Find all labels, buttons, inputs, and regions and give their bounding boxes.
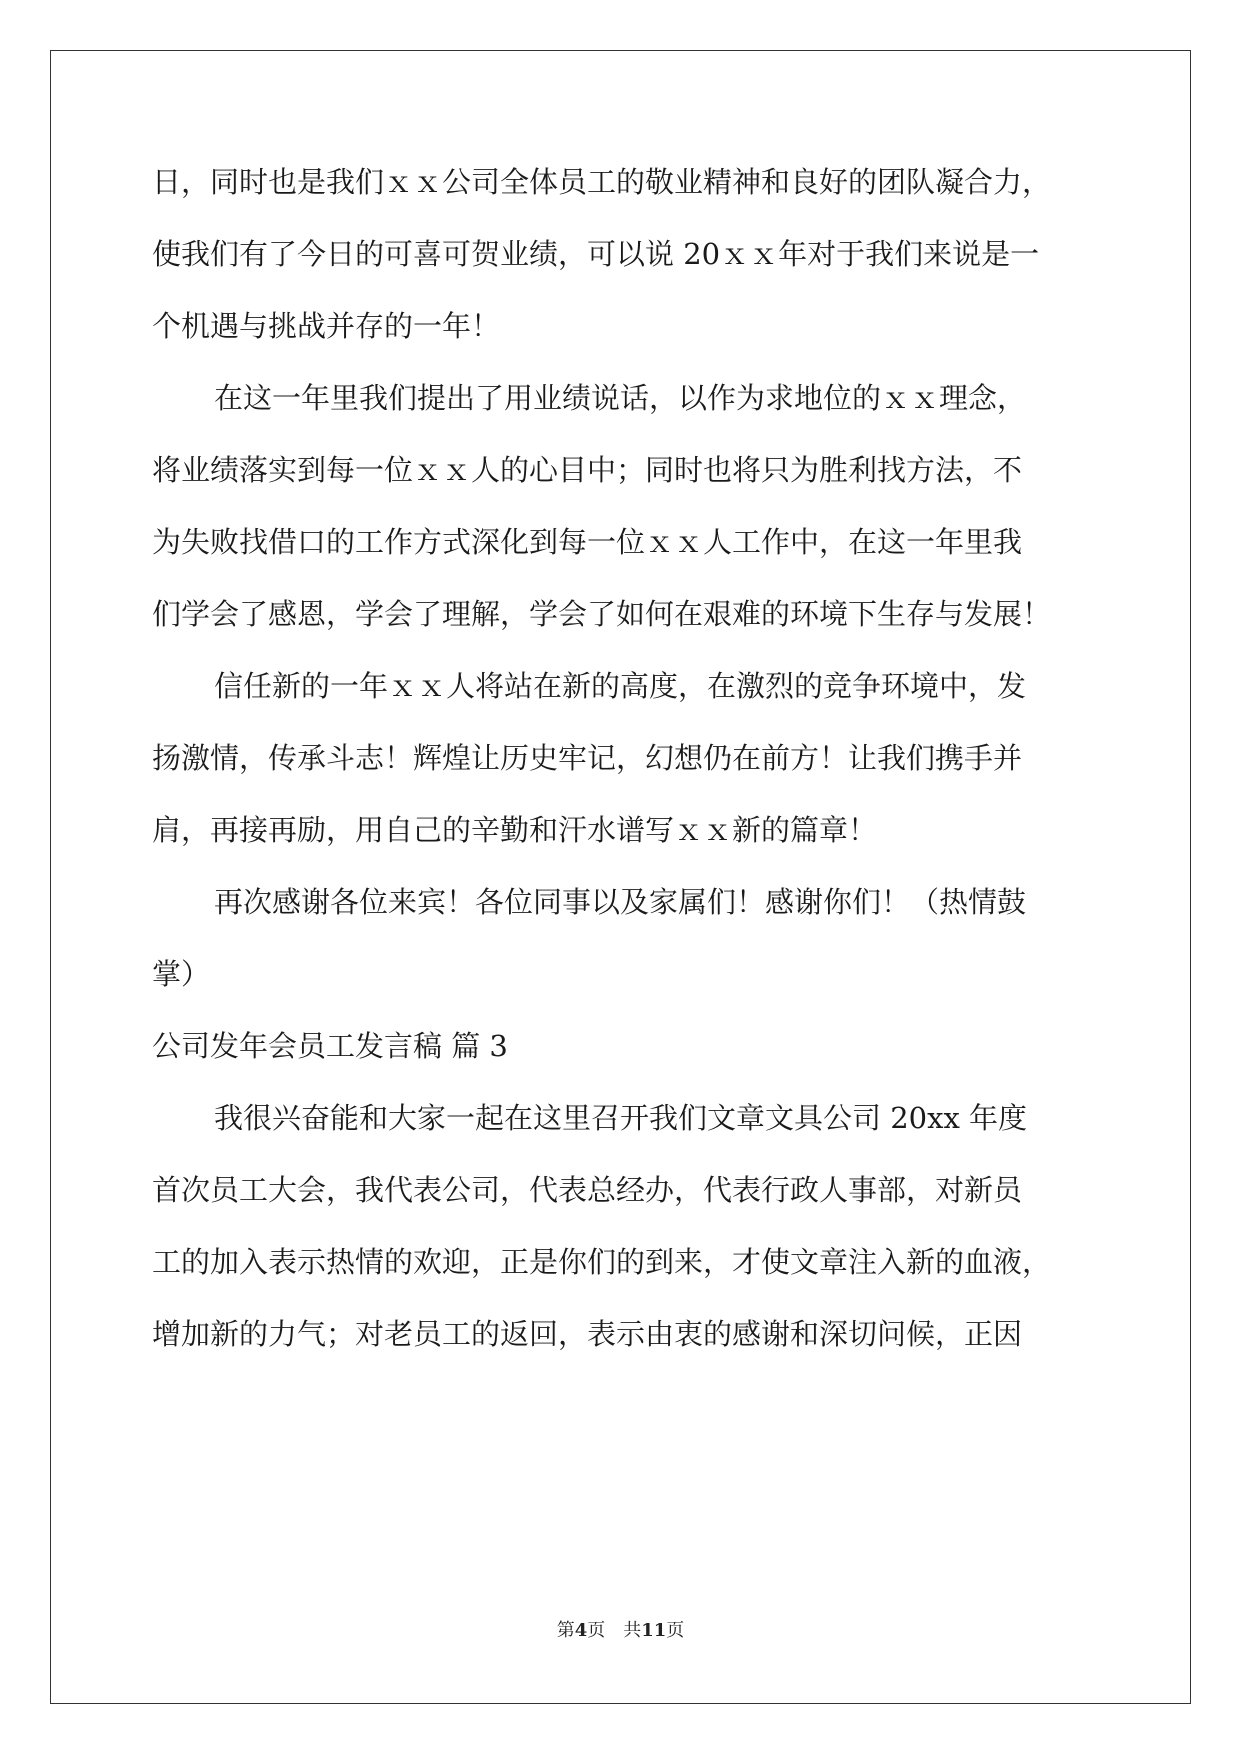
page-footer	[0, 1620, 1241, 1642]
paragraph-start-line: 信任新的一年ｘｘ人将站在新的高度，在激烈的竞争环境中，发	[214, 669, 1027, 703]
paragraph-start-line: 再次感谢各位来宾！各位同事以及家属们！感谢你们！（热情鼓	[214, 885, 1027, 919]
paragraph-start-line: 在这一年里我们提出了用业绩说话，以作为求地位的ｘｘ理念，	[214, 381, 1027, 415]
text-line: 们学会了感恩，学会了理解，学会了如何在艰难的环境下生存与发展！	[152, 597, 1052, 631]
total-suffix: 页	[666, 1620, 685, 1641]
section-heading: 公司发年会员工发言稿 篇 3	[152, 1029, 508, 1063]
text-line: 为失败找借口的工作方式深化到每一位ｘｘ人工作中，在这一年里我	[152, 525, 1023, 559]
text-line: 个机遇与挑战并存的一年！	[152, 309, 501, 343]
total-pages-number: 11	[641, 1620, 667, 1641]
text-line: 扬激情，传承斗志！辉煌让历史牢记，幻想仍在前方！让我们携手并	[152, 741, 1023, 775]
text-line: 工的加入表示热情的欢迎，正是你们的到来，才使文章注入新的血液，	[152, 1245, 1052, 1279]
page-suffix: 页	[587, 1620, 606, 1641]
text-line: 将业绩落实到每一位ｘｘ人的心目中；同时也将只为胜利找方法，不	[152, 453, 1023, 487]
page-frame	[50, 50, 1191, 1704]
text-line: 增加新的力气；对老员工的返回，表示由衷的感谢和深切问候，正因	[152, 1317, 1023, 1351]
text-line: 首次员工大会，我代表公司，代表总经办，代表行政人事部，对新员	[152, 1173, 1023, 1207]
text-line: 使我们有了今日的可喜可贺业绩，可以说 20ｘｘ年对于我们来说是一	[152, 237, 1040, 271]
text-line: 日，同时也是我们ｘｘ公司全体员工的敬业精神和良好的团队凝合力，	[152, 165, 1052, 199]
text-line: 掌）	[152, 957, 211, 991]
paragraph-start-line: 我很兴奋能和大家一起在这里召开我们文章文具公司 20xx 年度	[214, 1101, 1028, 1135]
current-page-number: 4	[574, 1620, 588, 1641]
page-prefix: 第	[556, 1620, 575, 1641]
total-prefix: 共	[623, 1620, 642, 1641]
text-line: 肩，再接再励，用自己的辛勤和汗水谱写ｘｘ新的篇章！	[152, 813, 878, 847]
